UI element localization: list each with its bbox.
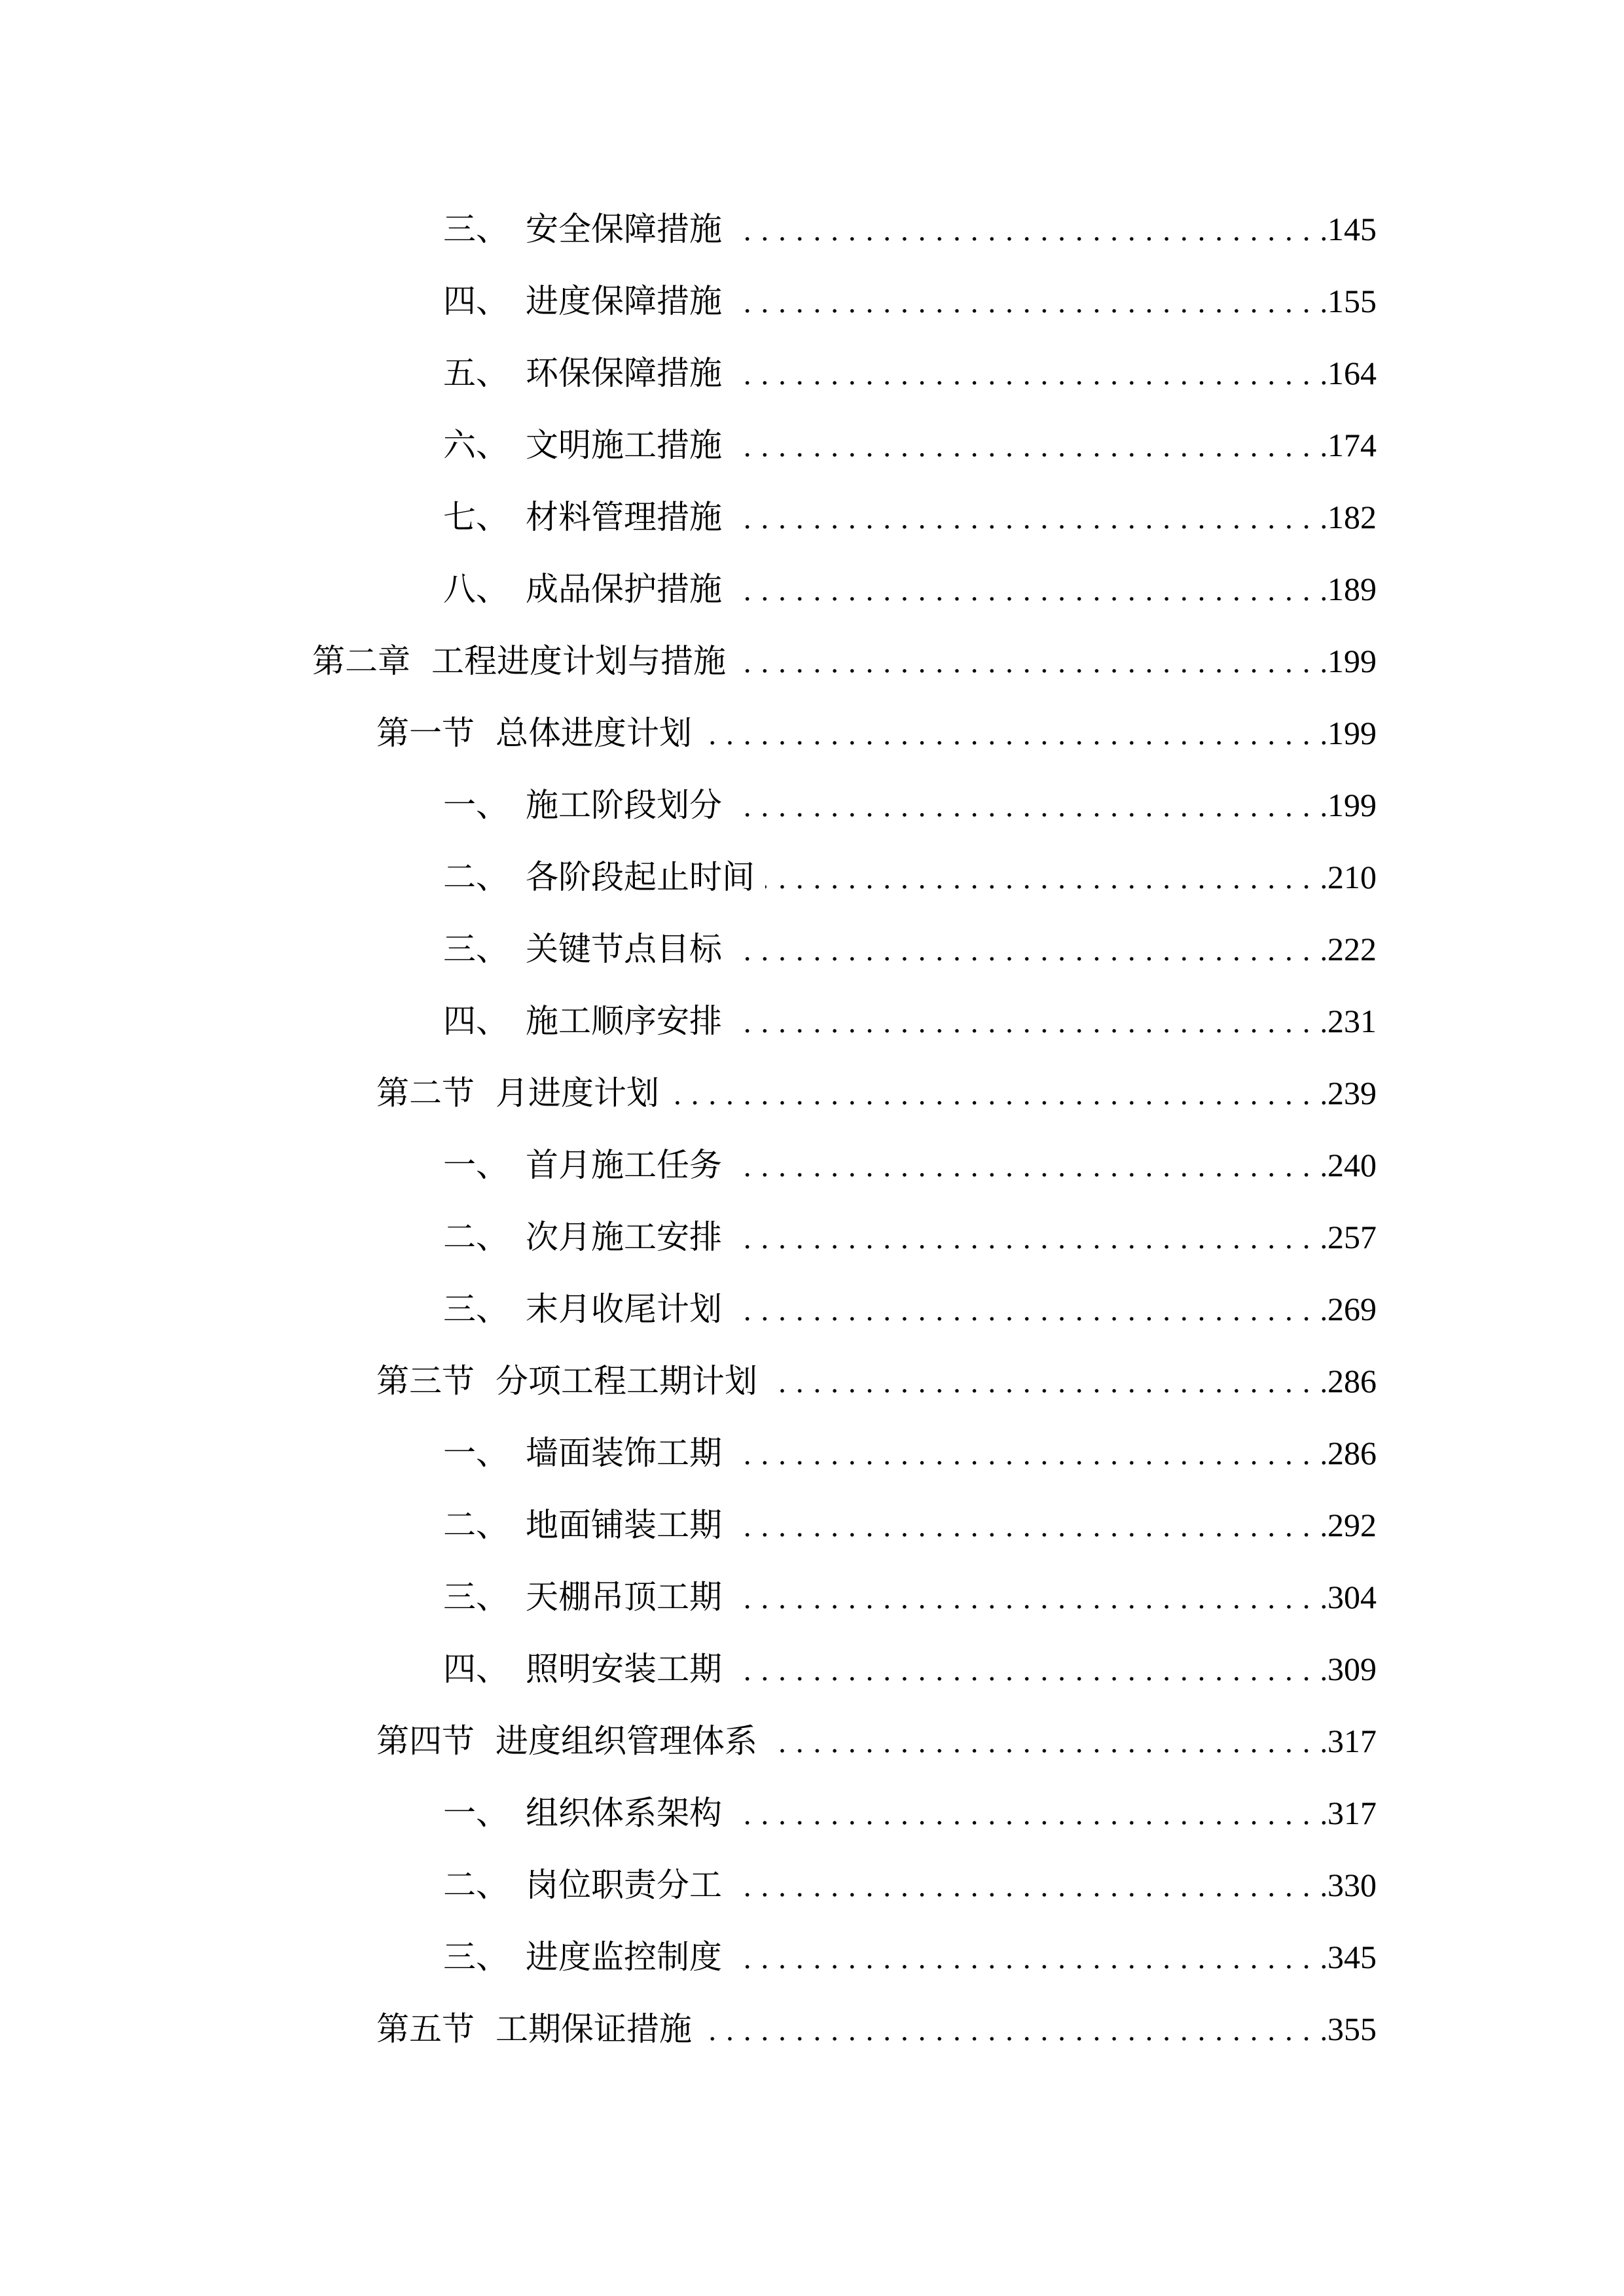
- toc-entry-title: 地面铺装工期: [526, 1507, 722, 1543]
- toc-entry[interactable]: [312, 1993, 1377, 2065]
- toc-entry-title: 环保保障措施: [526, 355, 722, 391]
- toc-entry-title: 照明安装工期: [526, 1651, 722, 1687]
- toc-entry[interactable]: [312, 1705, 1377, 1777]
- dot-leader: [732, 265, 1327, 337]
- toc-entry-number: 第三节: [376, 1363, 475, 1399]
- toc-entry-page: 239: [1327, 1075, 1377, 1111]
- toc-entry-page: 155: [1327, 283, 1377, 319]
- toc-entry[interactable]: [312, 1777, 1377, 1849]
- dot-leader: [732, 337, 1327, 409]
- toc-entry-page: 355: [1327, 2011, 1377, 2047]
- toc-entry-page: 317: [1327, 1723, 1377, 1759]
- toc-entry-page: 317: [1327, 1795, 1377, 1831]
- toc-entry-number: 一、: [443, 787, 509, 823]
- dot-leader: [732, 1633, 1327, 1705]
- toc-entry-number: 三、: [443, 1939, 509, 1975]
- toc-entry-title: 分项工程工期计划: [496, 1363, 757, 1399]
- dot-leader: [732, 1129, 1327, 1201]
- toc-entry-title: 安全保障措施: [526, 211, 722, 247]
- toc-entry-page: 309: [1327, 1651, 1377, 1687]
- toc-entry-page: 199: [1327, 715, 1377, 751]
- toc-entry[interactable]: [312, 1129, 1377, 1201]
- toc-entry-title: 进度监控制度: [526, 1939, 722, 1975]
- toc-entry[interactable]: [312, 1921, 1377, 1993]
- dot-leader: [732, 1561, 1327, 1633]
- toc-entry-title: 施工阶段划分: [526, 787, 722, 823]
- dot-leader: [702, 1993, 1327, 2065]
- dot-leader: [768, 1345, 1327, 1417]
- dot-leader: [732, 193, 1327, 265]
- toc-entry-number: 第二节: [376, 1075, 475, 1111]
- toc-entry-title: 进度组织管理体系: [496, 1723, 757, 1759]
- toc-entry-page: 304: [1327, 1579, 1377, 1615]
- dot-leader: [732, 913, 1327, 985]
- toc-entry-number: 第五节: [376, 2011, 475, 2047]
- toc-entry-page: 174: [1327, 427, 1377, 463]
- toc-entry-number: 七、: [443, 499, 509, 535]
- toc-entry-number: 第四节: [376, 1723, 475, 1759]
- toc-entry[interactable]: [312, 769, 1377, 841]
- toc-entry[interactable]: [312, 481, 1377, 553]
- toc-entry-number: 六、: [443, 427, 509, 463]
- toc-entry[interactable]: [312, 1273, 1377, 1345]
- toc-entry-page: 199: [1327, 643, 1377, 679]
- dot-leader: [732, 1777, 1327, 1849]
- dot-leader: [732, 1921, 1327, 1993]
- toc-entry-page: 199: [1327, 787, 1377, 823]
- toc-entry-number: 一、: [443, 1147, 509, 1183]
- toc-entry-number: 一、: [443, 1435, 509, 1471]
- toc-entry-number: 第一节: [376, 715, 475, 751]
- dot-leader: [732, 985, 1327, 1057]
- toc-entry[interactable]: [312, 337, 1377, 409]
- table-of-contents: [312, 193, 1377, 2065]
- toc-entry-page: 292: [1327, 1507, 1377, 1543]
- toc-entry-title: 施工顺序安排: [526, 1003, 722, 1039]
- toc-entry-page: 257: [1327, 1219, 1377, 1255]
- toc-entry-page: 240: [1327, 1147, 1377, 1183]
- toc-entry-page: 286: [1327, 1363, 1377, 1399]
- toc-entry-page: 345: [1327, 1939, 1377, 1975]
- toc-entry-page: 222: [1327, 931, 1377, 967]
- toc-entry-title: 岗位职责分工: [526, 1867, 722, 1903]
- toc-entry-page: 182: [1327, 499, 1377, 535]
- dot-leader: [670, 1057, 1327, 1129]
- dot-leader: [732, 1489, 1327, 1561]
- toc-entry-title: 成品保护措施: [526, 571, 722, 607]
- toc-entry[interactable]: [312, 1057, 1377, 1129]
- toc-entry-title: 工程进度计划与措施: [431, 643, 726, 679]
- dot-leader: [732, 409, 1327, 481]
- toc-entry-number: 四、: [443, 1651, 509, 1687]
- toc-entry-number: 四、: [443, 283, 509, 319]
- toc-entry-title: 首月施工任务: [526, 1147, 722, 1183]
- toc-entry-page: 164: [1327, 355, 1377, 391]
- toc-entry[interactable]: [312, 1633, 1377, 1705]
- toc-entry[interactable]: [312, 1201, 1377, 1273]
- toc-entry[interactable]: [312, 841, 1377, 913]
- dot-leader: [765, 841, 1327, 913]
- toc-entry[interactable]: [312, 409, 1377, 481]
- toc-entry-page: 330: [1327, 1867, 1377, 1903]
- dot-leader: [732, 1273, 1327, 1345]
- toc-entry-title: 总体进度计划: [496, 715, 692, 751]
- toc-entry-title: 工期保证措施: [496, 2011, 692, 2047]
- toc-entry-page: 269: [1327, 1291, 1377, 1327]
- dot-leader: [736, 625, 1327, 697]
- dot-leader: [702, 697, 1327, 769]
- toc-entry-number: 八、: [443, 571, 509, 607]
- toc-entry-page: 286: [1327, 1435, 1377, 1471]
- toc-entry[interactable]: [312, 697, 1377, 769]
- dot-leader: [732, 1417, 1327, 1489]
- toc-entry[interactable]: [312, 1417, 1377, 1489]
- toc-entry-title: 月进度计划: [496, 1075, 659, 1111]
- toc-entry-number: 三、: [443, 211, 509, 247]
- toc-entry-page: 189: [1327, 571, 1377, 607]
- toc-entry-page: 210: [1327, 859, 1377, 895]
- toc-entry[interactable]: [312, 1489, 1377, 1561]
- dot-leader: [732, 1201, 1327, 1273]
- dot-leader: [732, 1849, 1327, 1921]
- toc-entry-number: 一、: [443, 1795, 509, 1831]
- toc-entry-number: 第二章: [312, 643, 410, 679]
- dot-leader: [732, 553, 1327, 625]
- toc-entry[interactable]: [312, 1849, 1377, 1921]
- toc-entry-number: 五、: [443, 355, 509, 391]
- dot-leader: [732, 481, 1327, 553]
- toc-entry-title: 墙面装饰工期: [526, 1435, 722, 1471]
- toc-entry[interactable]: [312, 625, 1377, 697]
- toc-entry-number: 二、: [443, 859, 509, 895]
- toc-entry-title: 进度保障措施: [526, 283, 722, 319]
- toc-entry-number: 三、: [443, 931, 509, 967]
- toc-entry-title: 文明施工措施: [526, 427, 722, 463]
- toc-entry-title: 天棚吊顶工期: [526, 1579, 722, 1615]
- dot-leader: [768, 1705, 1327, 1777]
- toc-entry[interactable]: [312, 1345, 1377, 1417]
- toc-entry[interactable]: [312, 265, 1377, 337]
- toc-entry-page: 145: [1327, 211, 1377, 247]
- toc-entry[interactable]: [312, 1561, 1377, 1633]
- toc-entry-title: 材料管理措施: [526, 499, 722, 535]
- toc-entry-number: 二、: [443, 1219, 509, 1255]
- toc-entry-number: 四、: [443, 1003, 509, 1039]
- toc-entry-number: 三、: [443, 1291, 509, 1327]
- toc-entry[interactable]: [312, 553, 1377, 625]
- toc-entry-title: 次月施工安排: [526, 1219, 722, 1255]
- toc-entry[interactable]: [312, 193, 1377, 265]
- dot-leader: [732, 769, 1327, 841]
- toc-entry-title: 末月收尾计划: [526, 1291, 722, 1327]
- toc-entry[interactable]: [312, 913, 1377, 985]
- toc-entry-title: 组织体系架构: [526, 1795, 722, 1831]
- toc-entry-number: 三、: [443, 1579, 509, 1615]
- toc-entry-title: 各阶段起止时间: [526, 859, 755, 895]
- toc-entry-page: 231: [1327, 1003, 1377, 1039]
- toc-entry[interactable]: [312, 985, 1377, 1057]
- toc-entry-title: 关键节点目标: [526, 931, 722, 967]
- toc-entry-number: 二、: [443, 1867, 509, 1903]
- toc-entry-number: 二、: [443, 1507, 509, 1543]
